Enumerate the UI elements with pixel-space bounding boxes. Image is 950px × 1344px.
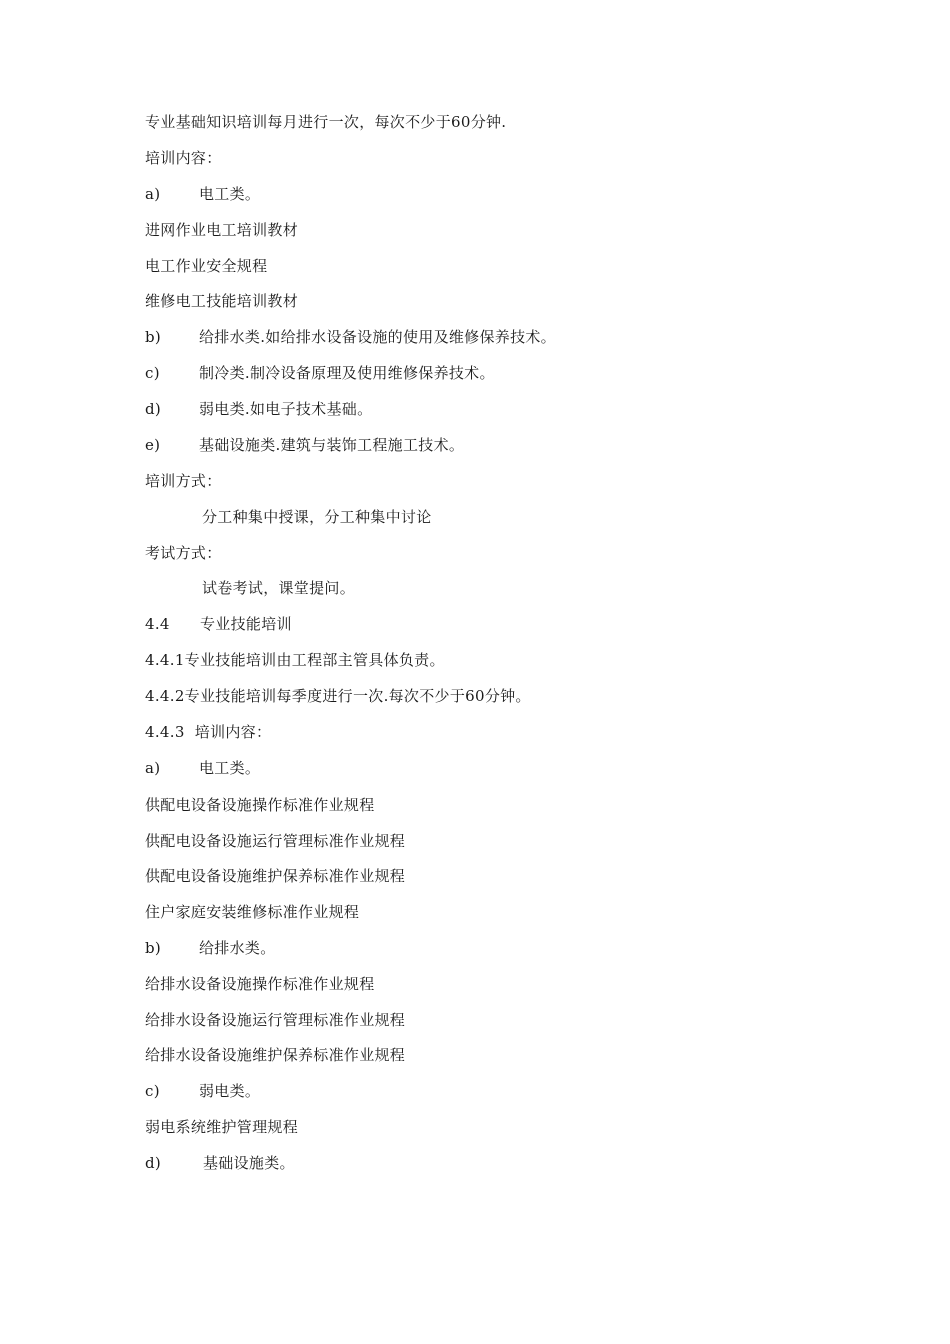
list-item	[145, 938, 276, 958]
line-text: 进网作业电工培训教材	[145, 221, 299, 239]
section-heading	[145, 471, 222, 491]
paragraph-line	[145, 686, 531, 706]
section-title	[145, 614, 292, 634]
list-marker: e)	[145, 436, 161, 454]
paragraph-line	[145, 220, 298, 240]
line-text: 给排水设备设施维护保养标准作业规程	[145, 1046, 406, 1064]
line-text: 供配电设备设施运行管理标准作业规程	[145, 832, 406, 850]
line-text: 电工作业安全规程	[145, 257, 268, 275]
line-text: 供配电设备设施操作标准作业规程	[145, 796, 375, 814]
line-text: 试卷考试，课堂提问。	[202, 579, 356, 597]
list-item	[145, 1081, 260, 1101]
paragraph-line	[145, 1045, 405, 1065]
list-marker: a)	[145, 185, 161, 203]
line-text: 分工种集中授课，分工种集中讨论	[202, 508, 432, 526]
line-text: 专业基础知识培训每月进行一次，每次不少于60分钟.	[145, 113, 507, 131]
line-text: 供配电设备设施维护保养标准作业规程	[145, 867, 406, 885]
paragraph-line	[145, 1010, 405, 1030]
line-text: 给排水设备设施运行管理标准作业规程	[145, 1011, 406, 1029]
indented-line	[202, 507, 432, 527]
list-item-text: 给排水类。	[199, 939, 276, 957]
list-marker: c)	[145, 364, 160, 382]
list-marker: b)	[145, 328, 162, 346]
line-text: 住户家庭安装维修标准作业规程	[145, 903, 360, 921]
paragraph-line	[145, 112, 506, 132]
list-item	[145, 758, 260, 778]
list-marker: d)	[145, 400, 162, 418]
paragraph-line	[145, 974, 375, 994]
section-title-text: 专业技能培训	[200, 615, 292, 633]
line-text: 考试方式：	[145, 544, 222, 562]
list-item	[145, 363, 495, 383]
paragraph-line	[145, 650, 445, 670]
list-item-text: 制冷类.制冷设备原理及使用维修保养技术。	[199, 364, 495, 382]
paragraph-line	[145, 722, 271, 742]
paragraph-line	[145, 291, 298, 311]
line-text: 维修电工技能培训教材	[145, 292, 299, 310]
paragraph-line	[145, 866, 405, 886]
line-text: 给排水设备设施操作标准作业规程	[145, 975, 375, 993]
paragraph-line	[145, 256, 267, 276]
list-marker: b)	[145, 939, 162, 957]
list-item	[145, 435, 464, 455]
list-item-text: 弱电类。	[199, 1082, 261, 1100]
paragraph-line	[145, 902, 359, 922]
paragraph-line	[145, 1117, 298, 1137]
list-item-text: 基础设施类.建筑与装饰工程施工技术。	[199, 436, 465, 454]
list-item	[145, 399, 372, 419]
line-text: 4.4.2专业技能培训每季度进行一次.每次不少于60分钟。	[145, 687, 531, 705]
line-text: 弱电系统维护管理规程	[145, 1118, 299, 1136]
line-text: 4.4.1专业技能培训由工程部主管具体负责。	[145, 651, 445, 669]
list-item-text: 基础设施类。	[203, 1154, 295, 1172]
list-item	[145, 184, 260, 204]
indented-line	[202, 578, 355, 598]
list-item	[145, 1153, 295, 1173]
line-text: 培训方式：	[145, 472, 222, 490]
section-number: 4.4	[145, 615, 170, 633]
list-item-text: 给排水类.如给排水设备设施的使用及维修保养技术。	[199, 328, 556, 346]
list-marker: d)	[145, 1154, 162, 1172]
list-item	[145, 327, 556, 347]
list-marker: c)	[145, 1082, 160, 1100]
section-heading	[145, 543, 222, 563]
list-item-text: 弱电类.如电子技术基础。	[199, 400, 373, 418]
list-item-text: 电工类。	[199, 185, 261, 203]
paragraph-line	[145, 831, 405, 851]
list-marker: a)	[145, 759, 161, 777]
list-item-text: 电工类。	[199, 759, 261, 777]
paragraph-line	[145, 795, 375, 815]
line-text: 培训内容：	[145, 149, 222, 167]
section-heading	[145, 148, 222, 168]
line-text: 4.4.3 培训内容：	[145, 723, 272, 741]
